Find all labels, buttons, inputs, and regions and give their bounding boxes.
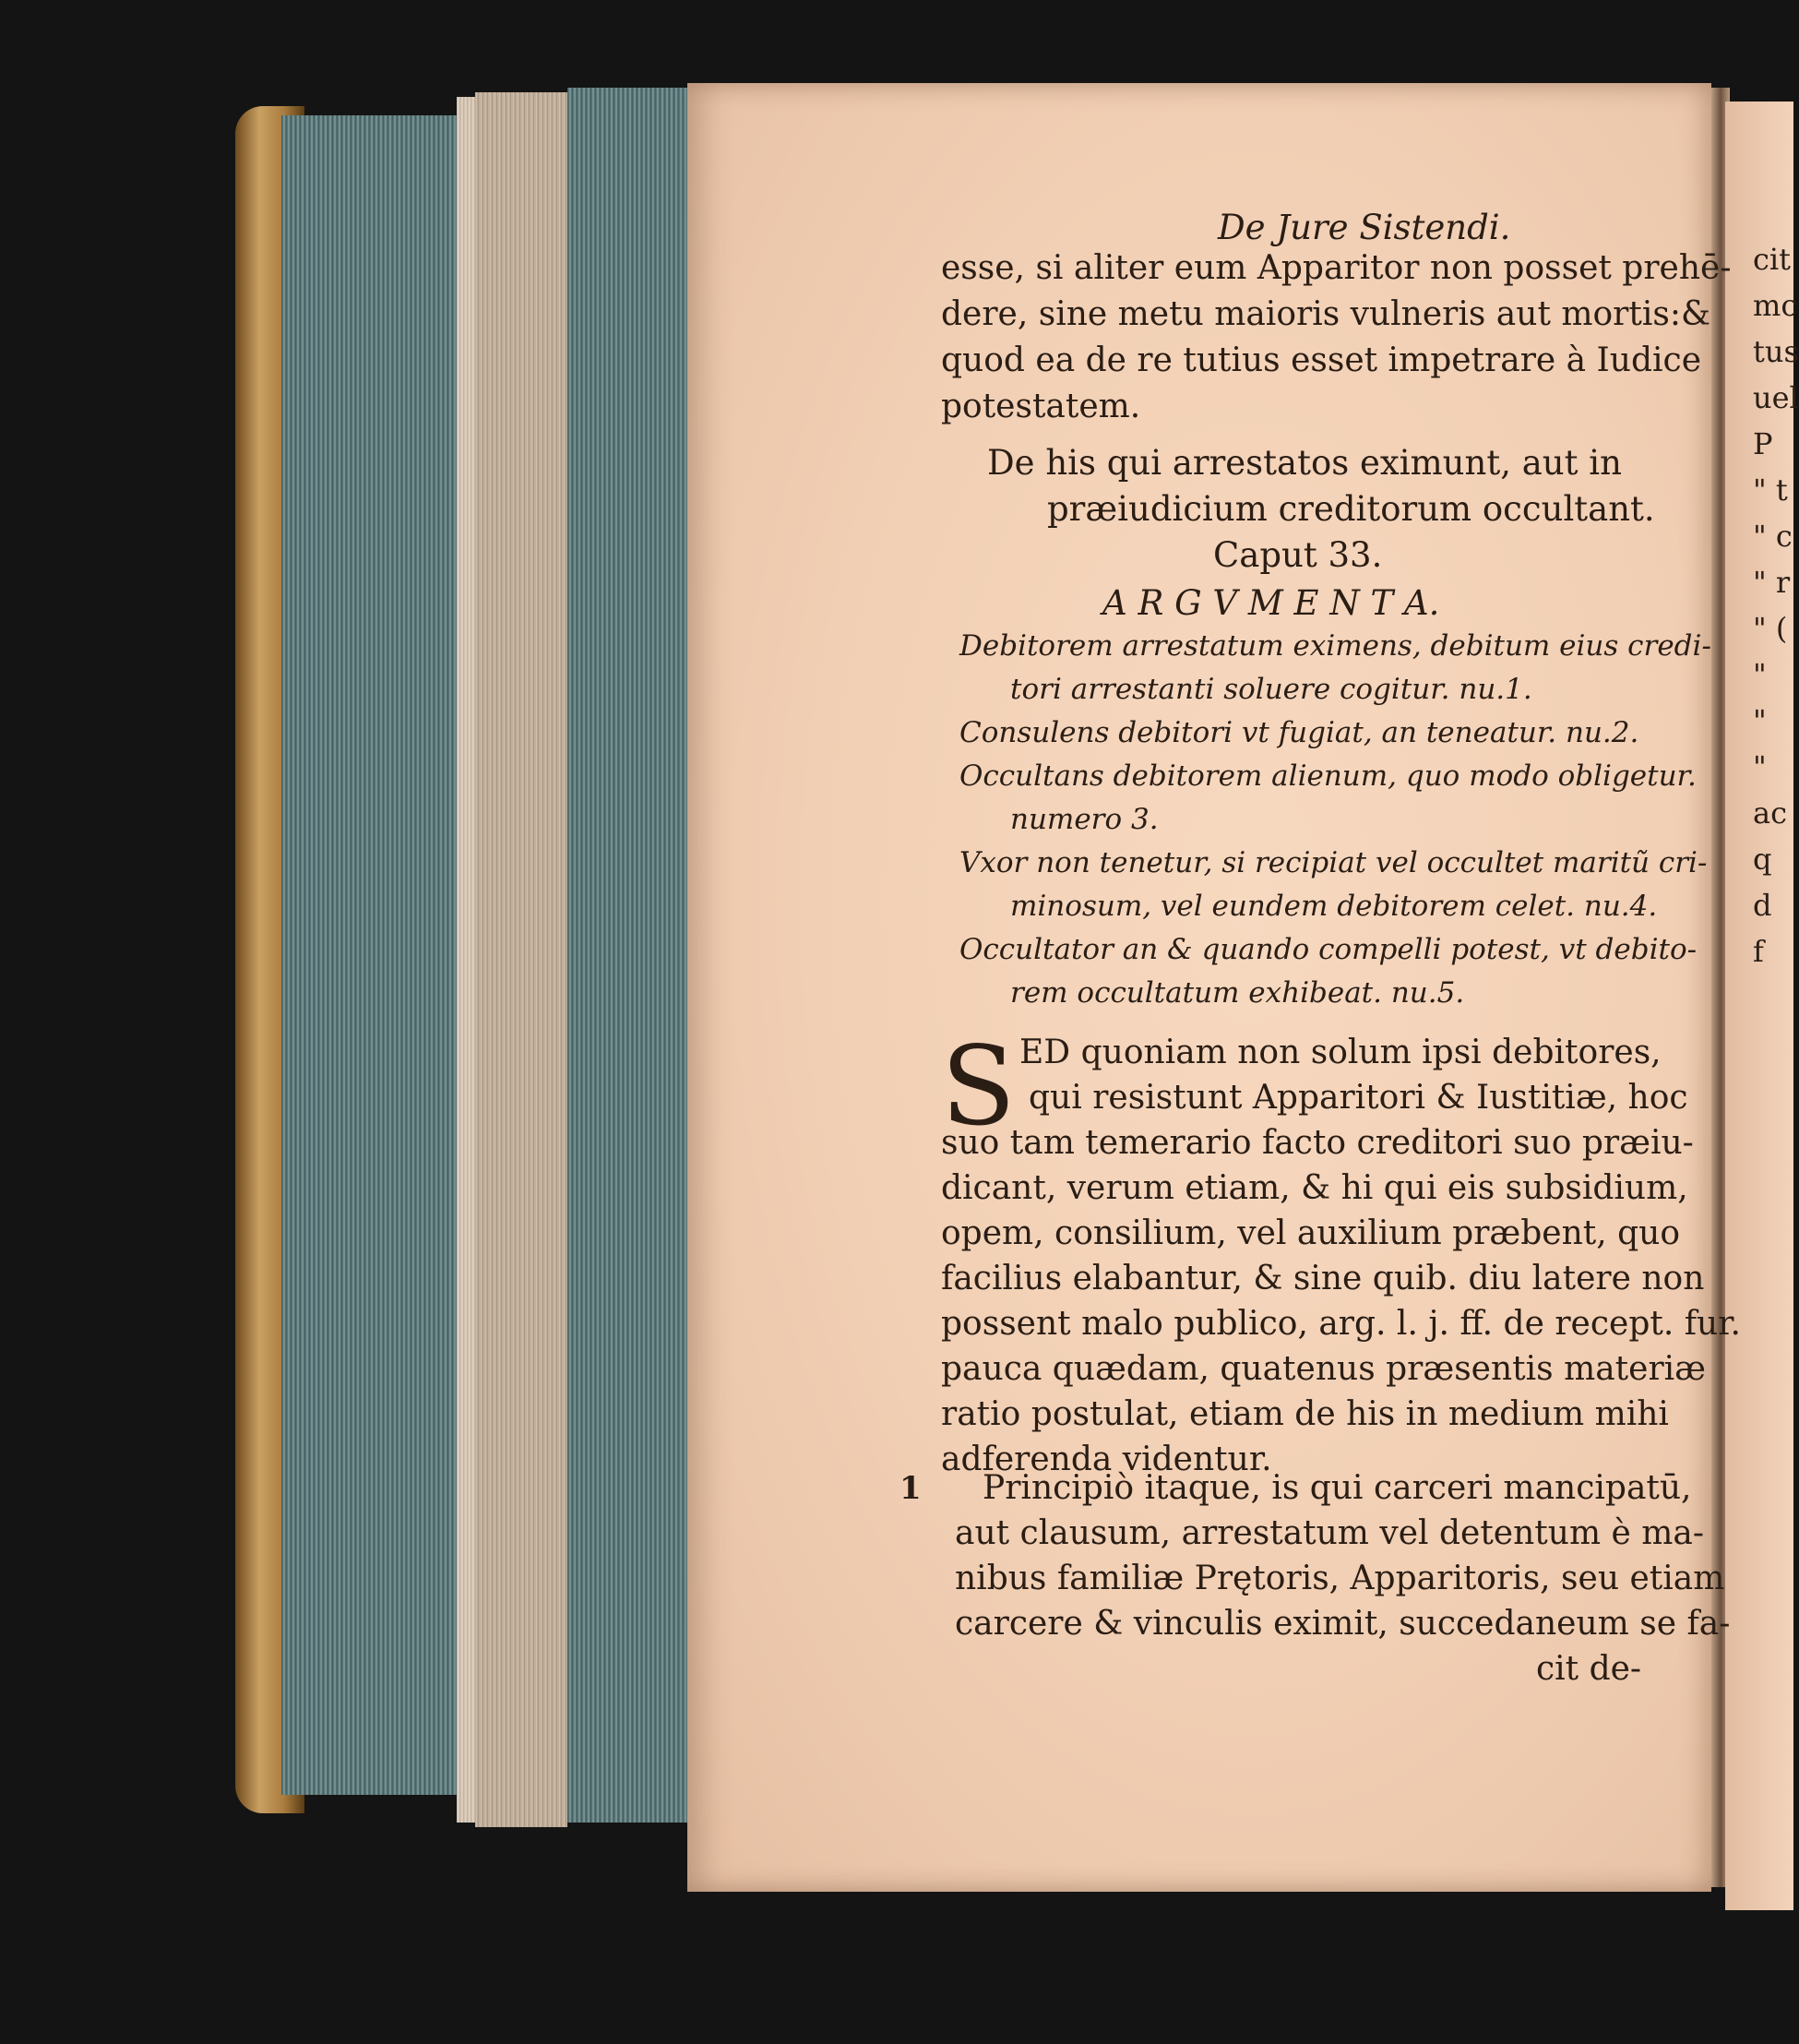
fragment: cit — [1753, 242, 1792, 277]
fragment: " c — [1753, 519, 1793, 554]
argument-line: Debitorem arrestatum eximens, debitum eius credi- — [959, 629, 1711, 663]
argument-line: tori arrestanti soluere cogitur. nu.1. — [1010, 673, 1532, 706]
argument-line: numero 3. — [1010, 803, 1159, 836]
text-line: dere, sine metu maioris vulneris aut mortis:& — [941, 295, 1711, 333]
text-line: facilius elabantur, & sine quib. diu latere non — [941, 1260, 1705, 1297]
text-line: dicant, verum etiam, & hi qui eis subsidium, — [941, 1169, 1688, 1207]
text-line: adferenda videntur. — [941, 1440, 1272, 1478]
fragment: mc — [1753, 288, 1798, 323]
drop-cap: S — [941, 1022, 1016, 1150]
fragment: q — [1753, 842, 1772, 877]
text-line: ratio postulat, etiam de his in medium mihi — [941, 1395, 1669, 1433]
text-line: qui resistunt Apparitori & Iustitiæ, hoc — [1029, 1079, 1688, 1117]
fragment: uel — [1753, 380, 1799, 415]
text-line: nibus familiæ Prętoris, Apparitoris, seu etiam — [955, 1560, 1725, 1597]
fragment: " r — [1753, 565, 1791, 600]
chapter-title-line: De his qui arrestatos eximunt, aut in — [987, 443, 1622, 483]
argument-line: Consulens debitori vt fugiat, an teneatur. nu.2. — [959, 716, 1639, 749]
page-edges-middle — [475, 92, 567, 1827]
argument-line: Occultator an & quando compelli potest, vt debito- — [959, 933, 1698, 966]
fragment: f — [1753, 934, 1764, 969]
fragment: tus — [1753, 334, 1799, 369]
argumenta-heading-text: A R G V M E N T A. — [1102, 583, 1440, 623]
text-line: quod ea de re tutius esset impetrare à Iudice — [941, 341, 1701, 379]
text-line: carcere & vinculis eximit, succedaneum se fa- — [955, 1605, 1731, 1643]
text-line: ED quoniam non solum ipsi debitores, — [1019, 1034, 1662, 1071]
argument-line: minosum, vel eundem debitorem celet. nu.4. — [1010, 890, 1658, 923]
text-line: Principiò itaque, is qui carceri mancipatū, — [983, 1469, 1692, 1507]
fragment: d — [1753, 888, 1772, 923]
fragment: ac — [1753, 795, 1787, 831]
fragment: " — [1753, 657, 1767, 692]
chapter-number: Caput 33. — [1213, 535, 1383, 575]
text-line: potestatem. — [941, 388, 1141, 425]
fragment: " t — [1753, 472, 1788, 508]
fragment: " — [1753, 749, 1767, 784]
text-line: possent malo publico, arg. l. j. ff. de recept. fur. — [941, 1305, 1741, 1343]
fragment: " ( — [1753, 611, 1788, 646]
text-line: aut clausum, arrestatum vel detentum è ma- — [955, 1514, 1705, 1552]
page-edges-inner — [567, 88, 692, 1823]
page-edges-left — [281, 115, 457, 1795]
page-edges-light — [457, 97, 475, 1823]
text-line: pauca quædam, quatenus præsentis materiæ — [941, 1350, 1707, 1388]
running-header: De Jure Sistendi. — [1218, 208, 1511, 247]
recto-page-edge — [1725, 102, 1793, 1910]
fragment: " — [1753, 703, 1767, 738]
text-line: opem, consilium, vel auxilium præbent, quo — [941, 1214, 1681, 1252]
fragment: P — [1753, 426, 1773, 461]
chapter-title-line: præiudicium creditorum occultant. — [1047, 489, 1655, 529]
argument-line: Vxor non tenetur, si recipiat vel occultet maritũ cri- — [959, 846, 1708, 879]
argument-line: Occultans debitorem alienum, quo modo obligetur. — [959, 759, 1697, 793]
text-line: suo tam temerario facto creditori suo præiu- — [941, 1124, 1694, 1162]
marginal-number: 1 — [900, 1470, 922, 1507]
argument-line: rem occultatum exhibeat. nu.5. — [1010, 976, 1465, 1010]
catchword: cit de- — [1536, 1650, 1642, 1688]
text-line: esse, si aliter eum Apparitor non posset prehē- — [941, 249, 1732, 287]
